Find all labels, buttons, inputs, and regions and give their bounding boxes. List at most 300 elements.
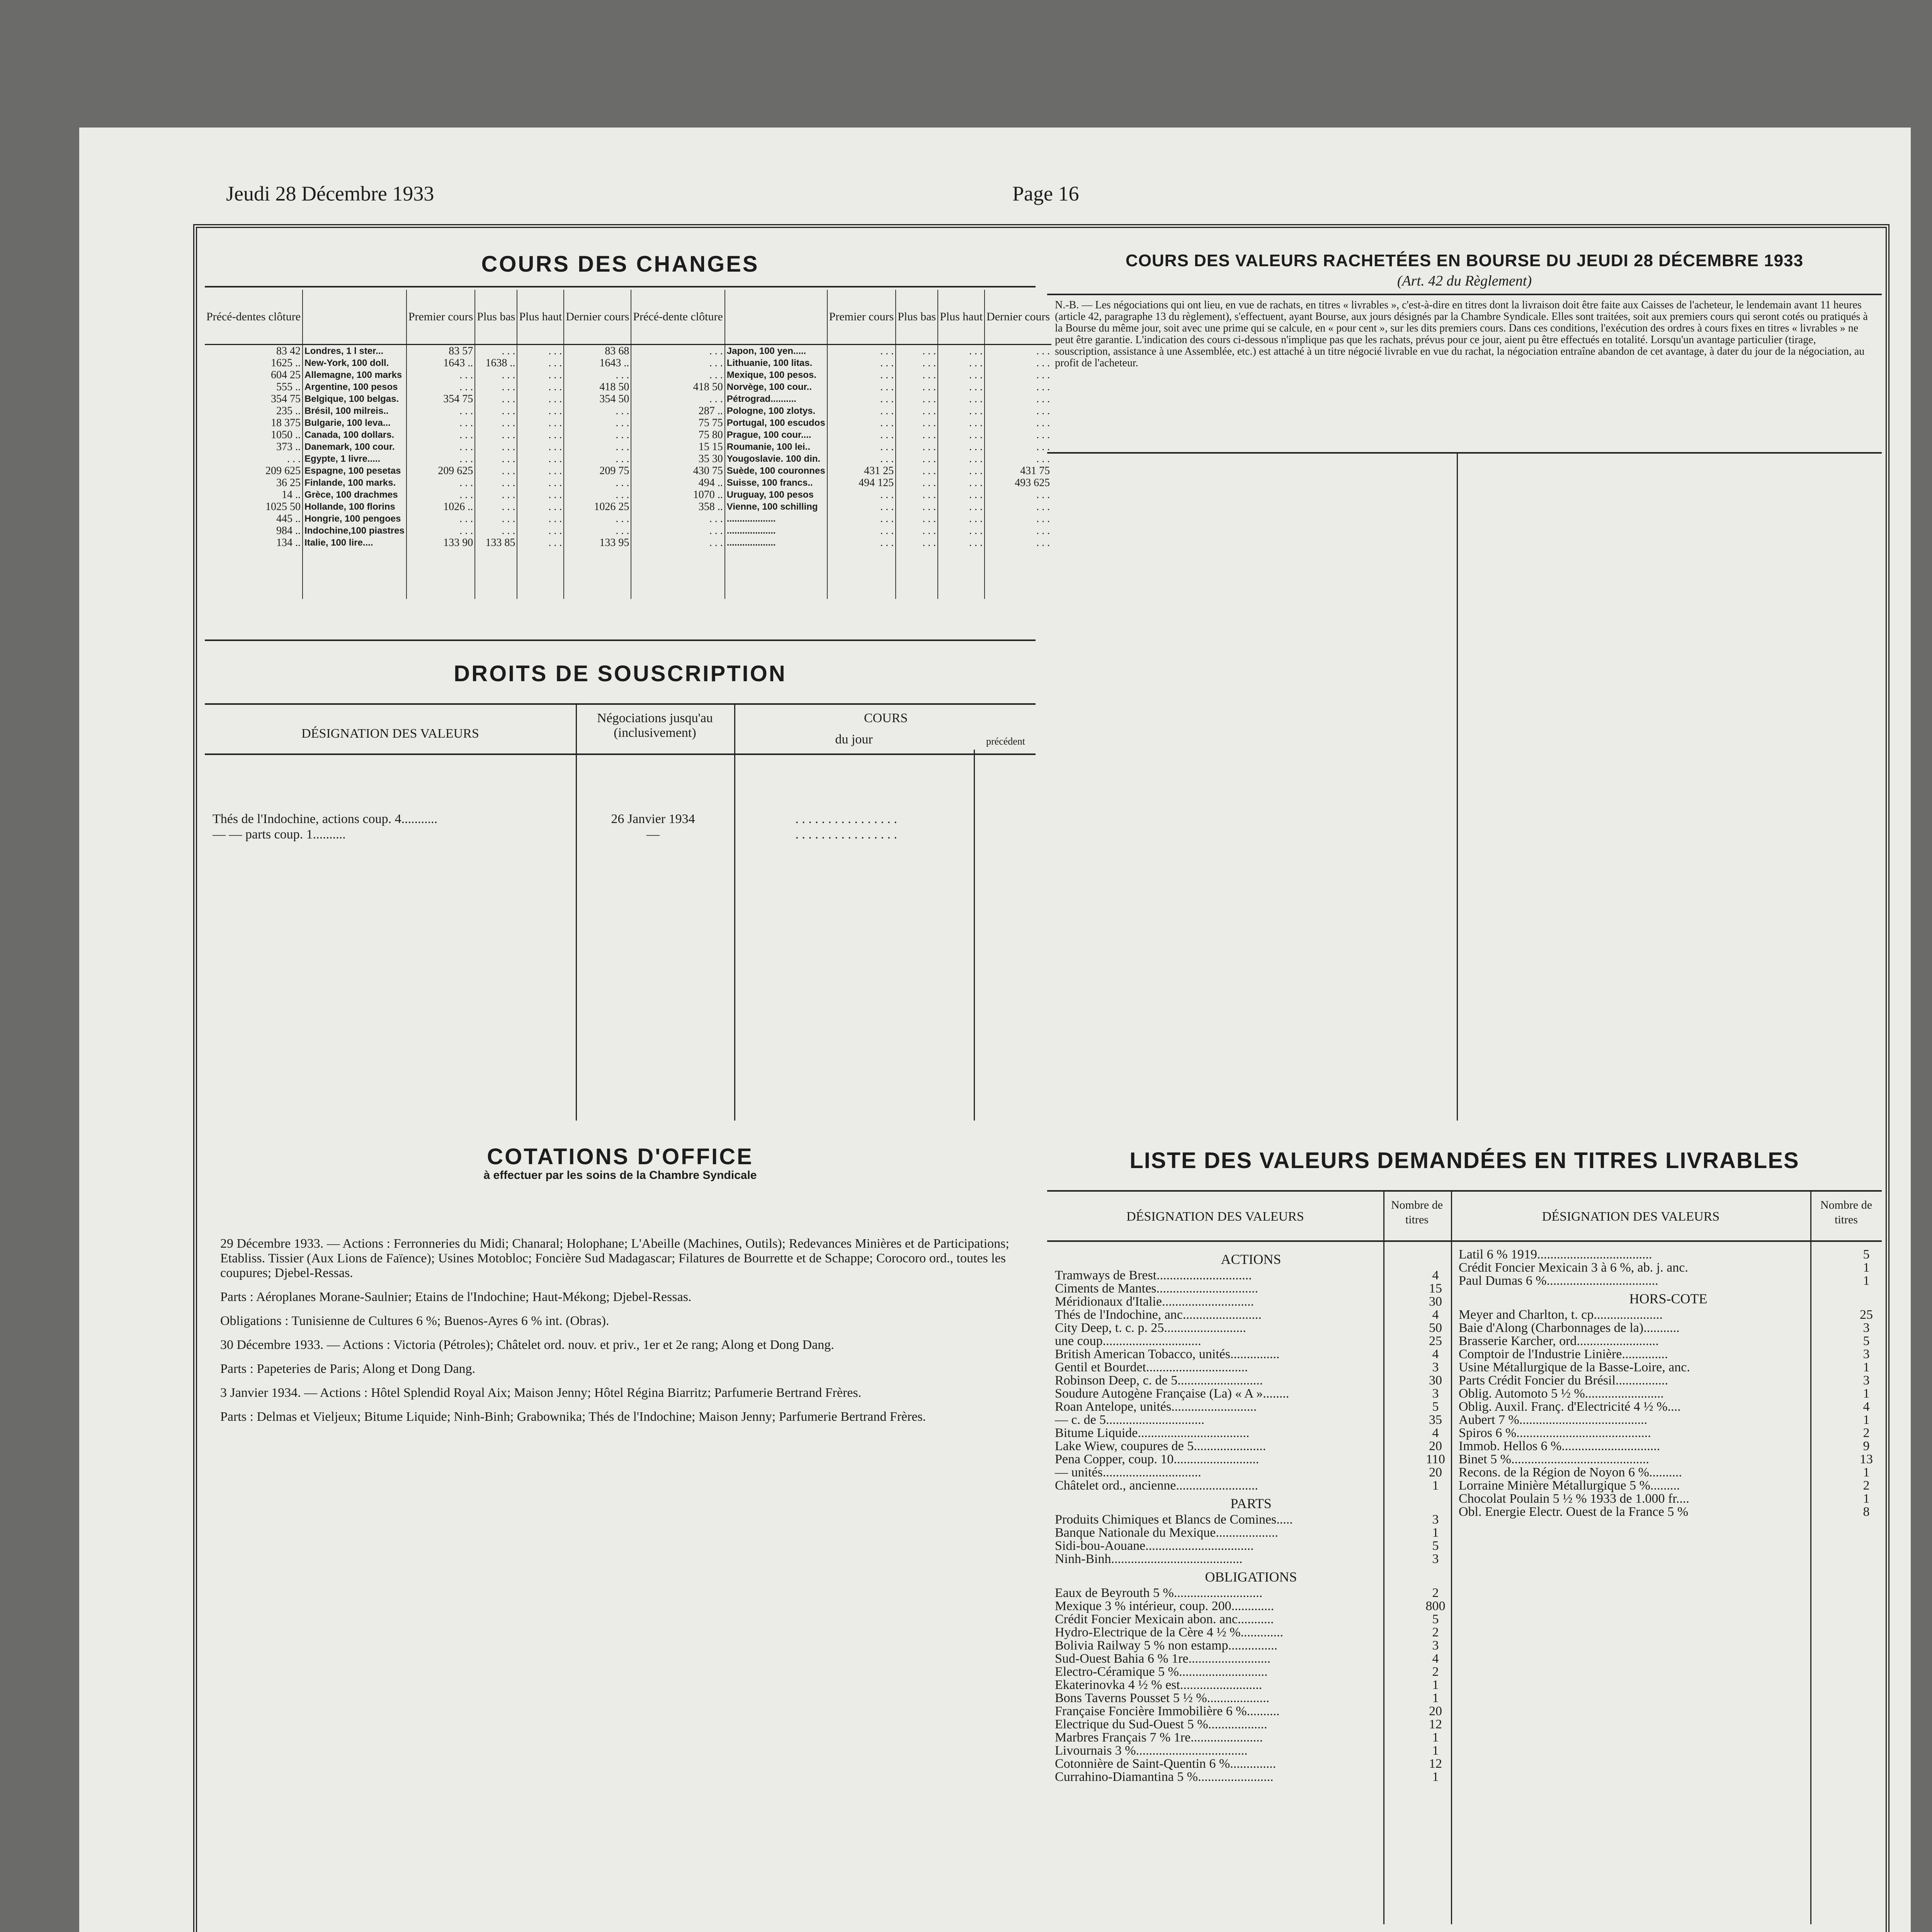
list-item	[1055, 1413, 1447, 1427]
changes-table	[205, 290, 1051, 599]
cotations-text	[220, 1236, 1024, 1434]
list-item	[1055, 1466, 1447, 1479]
table-cell: . . .	[896, 345, 938, 357]
droits-name: Thés de l'Indochine, actions coup. 4...........	[213, 812, 438, 826]
item-count: 4	[1432, 1426, 1439, 1440]
table-row	[205, 393, 1051, 405]
table-cell: . . .	[517, 417, 564, 429]
table-row	[205, 477, 1051, 489]
table-cell: . . .	[985, 489, 1051, 501]
list-item	[1055, 1427, 1447, 1440]
list-item	[1459, 1492, 1878, 1505]
table-cell: 430 75	[631, 465, 724, 477]
table-cell: . . .	[475, 405, 517, 417]
cotations-paragraph: Parts : Delmas et Vieljeux; Bitume Liquide; Ninh-Binh; Grabownika; Thés de l'Indochine; Maison Jenny; Parfumerie Bertrand Frères.	[220, 1410, 926, 1424]
table-cell: Allemagne, 100 marks	[303, 369, 406, 381]
table-cell: . . .	[406, 417, 475, 429]
table-cell: . . .	[827, 357, 896, 369]
table-cell-empty	[564, 549, 631, 599]
table-cell: . . .	[938, 441, 985, 453]
table-cell: 14 ..	[282, 489, 301, 501]
table-cell: 604 25	[271, 369, 301, 381]
table-cell: 209 625	[406, 465, 475, 477]
list-item	[1055, 1374, 1447, 1387]
page-date: Jeudi 28 Décembre 1933	[226, 182, 434, 205]
list-item	[1055, 1513, 1447, 1526]
item-count: 8	[1863, 1505, 1870, 1519]
item-name: Meyer and Charlton, t. cp.....................	[1459, 1308, 1663, 1322]
table-cell: 1026 ..	[406, 501, 475, 513]
table-cell: . . .	[827, 381, 896, 393]
list-item	[1459, 1453, 1878, 1466]
item-name: Cotonnière de Saint-Quentin 6 %..............	[1055, 1757, 1276, 1771]
item-count: 800	[1425, 1599, 1446, 1613]
item-name: Thés de l'Indochine, anc........................	[1055, 1308, 1262, 1322]
table-cell: . . .	[564, 489, 631, 501]
table-cell: 1643 ..	[406, 357, 475, 369]
table-cell: . . .	[985, 513, 1051, 525]
item-count: 1	[1863, 1360, 1870, 1374]
table-cell: . . .	[938, 381, 985, 393]
table-row	[205, 489, 1051, 501]
table-cell: . . .	[938, 501, 985, 513]
cotations-paragraph: Obligations : Tunisienne de Cultures 6 %; Buenos-Ayres 6 % int. (Obras).	[220, 1314, 609, 1328]
list-item	[1055, 1387, 1447, 1400]
item-name: Eaux de Beyrouth 5 %...........................	[1055, 1586, 1263, 1600]
item-name: Robinson Deep, c. de 5..........................	[1055, 1373, 1263, 1388]
cotations-paragraph: 30 Décembre 1933. — Actions : Victoria (Pétroles); Châtelet ord. nouv. et priv., 1er et 2e rang; Along et Dong Dang.	[220, 1338, 834, 1352]
droits-date: —	[646, 827, 660, 842]
list-item	[1055, 1526, 1447, 1539]
table-cell: 133 85	[475, 537, 517, 549]
table-row	[205, 513, 1051, 525]
liv-h-designation-right: DÉSIGNATION DES VALEURS	[1542, 1209, 1720, 1224]
table-cell: . . .	[631, 345, 724, 357]
item-count: 30	[1429, 1373, 1442, 1388]
table-cell: 133 95	[564, 537, 631, 549]
table-cell: Japon, 100 yen.....	[725, 345, 827, 357]
item-name: Produits Chimiques et Blancs de Comines.....	[1055, 1512, 1293, 1527]
item-count: 1	[1432, 1743, 1439, 1758]
item-name: Binet 5 %..........................................	[1459, 1452, 1649, 1466]
livrables-section	[1047, 1132, 1882, 1924]
table-cell: . . .	[517, 465, 564, 477]
table-cell: . . .	[406, 477, 475, 489]
table-cell: . . .	[406, 369, 475, 381]
table-cell: . . .	[517, 369, 564, 381]
table-cell: Yougoslavie. 100 din.	[725, 453, 827, 465]
table-cell: . . .	[517, 381, 564, 393]
item-name: Electro-Céramique 5 %...........................	[1055, 1665, 1268, 1679]
item-count: 1	[1432, 1526, 1439, 1540]
table-cell: . . .	[287, 453, 301, 465]
table-row	[205, 357, 1051, 369]
item-count: 3	[1432, 1638, 1439, 1653]
rachetees-section	[1047, 236, 1882, 1121]
table-cell: . . .	[564, 417, 631, 429]
item-count: 1	[1863, 1260, 1870, 1275]
table-row	[205, 405, 1051, 417]
table-cell: 354 50	[564, 393, 631, 405]
table-row	[205, 525, 1051, 537]
table-cell: ...................	[725, 513, 827, 525]
item-name: Lake Wiew, coupures de 5......................	[1055, 1439, 1266, 1453]
list-item	[1055, 1440, 1447, 1453]
table-cell: 35 30	[631, 453, 724, 465]
table-cell: 209 625	[265, 465, 301, 477]
table-cell-empty	[827, 549, 896, 599]
droits-name: — — parts coup. 1..........	[213, 827, 346, 842]
table-cell: . . .	[517, 501, 564, 513]
table-cell: . . .	[827, 501, 896, 513]
table-cell: . . .	[631, 513, 724, 525]
table-cell: . . .	[564, 369, 631, 381]
table-cell: . . .	[896, 441, 938, 453]
list-item	[1459, 1348, 1878, 1361]
table-row	[205, 441, 1051, 453]
table-cell: . . .	[517, 513, 564, 525]
item-name: Bons Taverns Pousset 5 ½ %...................	[1055, 1691, 1270, 1705]
table-cell: 354 75	[406, 393, 475, 405]
table-cell: . . .	[896, 381, 938, 393]
item-count: 25	[1429, 1334, 1442, 1348]
table-cell: Mexique, 100 pesos.	[725, 369, 827, 381]
item-name: Bolivia Railway 5 % non estamp...............	[1055, 1638, 1278, 1653]
table-cell: . . .	[517, 405, 564, 417]
droits-row	[213, 827, 966, 842]
table-cell: 431 25	[827, 465, 896, 477]
table-cell: . . .	[406, 513, 475, 525]
item-name: Tramways de Brest.............................	[1055, 1268, 1252, 1282]
table-cell: . . .	[475, 417, 517, 429]
table-cell: Canada, 100 dollars.	[303, 429, 406, 441]
item-name: Electrique du Sud-Ouest 5 %..................	[1055, 1717, 1267, 1731]
list-item	[1459, 1440, 1878, 1453]
item-count: 35	[1429, 1413, 1442, 1427]
cotations-paragraph: 29 Décembre 1933. — Actions : Ferronneries du Midi; Chanaral; Holophane; L'Abeille (Machines, Outils); Redevances Minières et de Participations; Etabliss. Tissier (Aux Lions de Faïence); Usines Motobloc; Foncière Sud Madagascar; Filatures de Bourrette et de Schappe; Corocoro ord., toutes les coupures; Djebel-Ressas.	[220, 1236, 1009, 1280]
table-cell: 445 ..	[276, 513, 301, 525]
item-count: 1	[1863, 1413, 1870, 1427]
list-section: OBLIGATIONS	[1205, 1569, 1297, 1585]
table-cell: . . .	[896, 417, 938, 429]
list-item	[1055, 1269, 1447, 1282]
table-cell: . . .	[938, 393, 985, 405]
item-count: 1	[1432, 1770, 1439, 1784]
table-cell: 431 75	[985, 465, 1051, 477]
table-cell: . . .	[938, 537, 985, 549]
table-cell: . . .	[564, 513, 631, 525]
item-count: 5	[1863, 1247, 1870, 1262]
item-name: Pena Copper, coup. 10..........................	[1055, 1452, 1259, 1466]
table-cell: . . .	[406, 525, 475, 537]
list-item	[1459, 1248, 1878, 1261]
table-cell: 1625 ..	[271, 357, 301, 369]
page-number: Page 16	[1012, 182, 1079, 205]
col-plus-haut: Plus haut	[517, 290, 564, 345]
droits-rows	[213, 811, 966, 842]
item-count: 12	[1429, 1717, 1442, 1731]
table-cell: . . .	[517, 525, 564, 537]
table-cell: . . .	[517, 477, 564, 489]
item-count: 4	[1432, 1651, 1439, 1666]
table-row	[205, 429, 1051, 441]
droits-h-jour: du jour	[835, 732, 873, 747]
table-cell: 1026 25	[564, 501, 631, 513]
cotations-subtitle: à effectuer par les soins de la Chambre Syndicale	[483, 1169, 757, 1182]
item-count: 5	[1432, 1612, 1439, 1626]
table-cell: . . .	[406, 489, 475, 501]
table-cell: 75 75	[631, 417, 724, 429]
table-cell: . . .	[985, 525, 1051, 537]
table-cell: 134 ..	[276, 537, 301, 549]
table-cell-empty	[725, 549, 827, 599]
item-name: — c. de 5..............................	[1055, 1413, 1205, 1427]
table-cell: Finlande, 100 marks.	[303, 477, 406, 489]
item-name: Marbres Français 7 % 1re......................	[1055, 1730, 1263, 1745]
list-item	[1055, 1679, 1447, 1692]
table-cell: . . .	[517, 537, 564, 549]
item-count: 1	[1432, 1691, 1439, 1705]
item-name: Ekaterinovka 4 ½ % est.........................	[1055, 1678, 1262, 1692]
table-cell: Argentine, 100 pesos	[303, 381, 406, 393]
list-item	[1459, 1274, 1878, 1287]
table-cell: . . .	[938, 477, 985, 489]
table-row	[205, 417, 1051, 429]
item-name: Gentil et Bourdet...............................	[1055, 1360, 1248, 1374]
item-name: Méridionaux d'Italie............................	[1055, 1294, 1254, 1309]
table-cell: . . .	[827, 393, 896, 405]
table-cell: . . .	[827, 441, 896, 453]
list-item	[1459, 1335, 1878, 1348]
table-cell: . . .	[406, 405, 475, 417]
list-item	[1055, 1744, 1447, 1757]
table-cell: Brésil, 100 milreis..	[303, 405, 406, 417]
table-cell: . . .	[827, 513, 896, 525]
table-cell: 494 ..	[631, 477, 724, 489]
list-item	[1459, 1321, 1878, 1335]
table-cell: Roumanie, 100 lei..	[725, 441, 827, 453]
droits-title: DROITS DE SOUSCRIPTION	[454, 661, 787, 686]
list-item	[1459, 1261, 1878, 1274]
table-row	[205, 501, 1051, 513]
item-name: Sud-Ouest Bahia 6 % 1re.........................	[1055, 1651, 1271, 1666]
table-cell: . . .	[827, 525, 896, 537]
item-count: 5	[1432, 1539, 1439, 1553]
rachetees-title: COURS DES VALEURS RACHETÉES EN BOURSE DU JEUDI 28 DÉCEMBRE 1933	[1125, 251, 1804, 270]
item-name: Oblig. Automoto 5 ½ %........................	[1459, 1386, 1664, 1401]
list-section: PARTS	[1230, 1496, 1272, 1511]
list-item	[1055, 1757, 1447, 1770]
table-cell: . . .	[896, 393, 938, 405]
table-cell: 83 57	[406, 345, 475, 357]
livrables-left-list	[1055, 1248, 1447, 1784]
list-item	[1459, 1505, 1878, 1519]
table-cell: . . .	[475, 525, 517, 537]
item-count: 2	[1432, 1625, 1439, 1639]
liv-h-nombre-left: Nombre de titres	[1391, 1199, 1443, 1226]
item-count: 2	[1432, 1586, 1439, 1600]
list-item	[1055, 1626, 1447, 1639]
item-count: 1	[1432, 1678, 1439, 1692]
table-cell: 494 125	[827, 477, 896, 489]
item-name: Recons. de la Région de Noyon 6 %..........	[1459, 1465, 1682, 1480]
table-cell-empty	[205, 549, 303, 599]
table-cell: Hollande, 100 florins	[303, 501, 406, 513]
table-cell: . . .	[564, 429, 631, 441]
table-cell: . . .	[938, 489, 985, 501]
table-cell: . . .	[938, 525, 985, 537]
list-item	[1055, 1308, 1447, 1321]
table-cell: . . .	[985, 369, 1051, 381]
item-name: Comptoir de l'Industrie Linière..............	[1459, 1347, 1668, 1361]
list-item	[1459, 1479, 1878, 1492]
item-count: 20	[1429, 1704, 1442, 1718]
table-cell: Lithuanie, 100 litas.	[725, 357, 827, 369]
cotations-paragraph: Parts : Papeteries de Paris; Along et Dong Dang.	[220, 1362, 476, 1376]
table-cell: Grèce, 100 drachmes	[303, 489, 406, 501]
table-cell: . . .	[564, 477, 631, 489]
table-row	[205, 369, 1051, 381]
col-plus-haut2: Plus haut	[938, 290, 985, 345]
list-item	[1055, 1321, 1447, 1335]
table-cell: . . .	[827, 345, 896, 357]
table-cell: . . .	[631, 393, 724, 405]
table-cell: 493 625	[985, 477, 1051, 489]
list-item	[1055, 1400, 1447, 1413]
table-cell: Prague, 100 cour....	[725, 429, 827, 441]
item-count: 3	[1432, 1552, 1439, 1566]
table-cell: Pologne, 100 zlotys.	[725, 405, 827, 417]
table-cell: Suisse, 100 francs..	[725, 477, 827, 489]
list-item	[1459, 1361, 1878, 1374]
table-cell: . . .	[517, 489, 564, 501]
item-count: 30	[1429, 1294, 1442, 1309]
table-cell: . . .	[896, 405, 938, 417]
table-cell: . . .	[896, 537, 938, 549]
table-cell: . . .	[827, 417, 896, 429]
table-cell: . . .	[517, 345, 564, 357]
table-cell: 1050 ..	[271, 429, 301, 441]
table-cell: . . .	[985, 405, 1051, 417]
droits-h-cours: COURS	[864, 711, 908, 725]
item-name: Paul Dumas 6 %..................................	[1459, 1274, 1658, 1288]
item-name: Sidi-bou-Aouane.................................	[1055, 1539, 1254, 1553]
table-cell: . . .	[631, 369, 724, 381]
table-cell: . . .	[631, 525, 724, 537]
item-name: Mexique 3 % intérieur, coup. 200.............	[1055, 1599, 1274, 1613]
table-cell: . . .	[938, 429, 985, 441]
list-item	[1055, 1718, 1447, 1731]
table-cell: . . .	[985, 381, 1051, 393]
item-count: 110	[1426, 1452, 1445, 1466]
table-cell: . . .	[406, 441, 475, 453]
table-cell: . . .	[475, 513, 517, 525]
table-cell: . . .	[631, 357, 724, 369]
changes-table-wrap	[205, 290, 1051, 599]
table-cell: Hongrie, 100 pengoes	[303, 513, 406, 525]
item-name: Châtelet ord., ancienne.........................	[1055, 1478, 1258, 1493]
table-cell-empty	[517, 549, 564, 599]
item-count: 4	[1432, 1268, 1439, 1282]
droits-h-negociations: Négociations jusqu'au (inclusivement)	[597, 711, 713, 740]
list-item	[1055, 1295, 1447, 1308]
table-cell: . . .	[406, 429, 475, 441]
list-item	[1055, 1539, 1447, 1553]
list-item	[1055, 1335, 1447, 1348]
table-cell: Italie, 100 lire....	[303, 537, 406, 549]
table-cell: . . .	[938, 513, 985, 525]
table-cell: . . .	[827, 405, 896, 417]
table-cell: . . .	[475, 465, 517, 477]
table-cell: . . .	[985, 453, 1051, 465]
item-count: 9	[1863, 1439, 1870, 1453]
table-cell: Pétrograd..........	[725, 393, 827, 405]
table-cell: . . .	[406, 381, 475, 393]
table-cell: . . .	[406, 453, 475, 465]
item-count: 1	[1432, 1730, 1439, 1745]
rachetees-subtitle: (Art. 42 du Règlement)	[1397, 273, 1532, 289]
item-count: 2	[1863, 1478, 1870, 1493]
table-cell: Egypte, 1 livre.....	[303, 453, 406, 465]
table-cell: . . .	[938, 453, 985, 465]
table-cell: 83 68	[564, 345, 631, 357]
cotations-section	[205, 1132, 1036, 1924]
list-item	[1055, 1361, 1447, 1374]
liv-h-nombre-right: Nombre de titres	[1820, 1199, 1872, 1226]
item-count: 5	[1432, 1400, 1439, 1414]
item-count: 3	[1432, 1360, 1439, 1374]
table-cell-empty	[938, 549, 985, 599]
page-frame	[193, 224, 1889, 1932]
item-name: Banque Nationale du Mexique...................	[1055, 1526, 1278, 1540]
item-count: 25	[1860, 1308, 1873, 1322]
list-item	[1459, 1308, 1878, 1321]
item-name: Currahino-Diamantina 5 %.......................	[1055, 1770, 1274, 1784]
col-plus-bas: Plus bas	[475, 290, 517, 345]
table-row	[205, 381, 1051, 393]
table-cell: Portugal, 100 escudos	[725, 417, 827, 429]
col-dernier: Dernier cours	[564, 290, 631, 345]
droits-h-designation: DÉSIGNATION DES VALEURS	[301, 726, 479, 741]
table-cell: . . .	[985, 429, 1051, 441]
table-cell: . . .	[896, 429, 938, 441]
list-item	[1055, 1453, 1447, 1466]
droits-cours: . . . . . . . . . . . . . . . .	[795, 812, 897, 826]
table-cell: . . .	[896, 501, 938, 513]
item-count: 5	[1863, 1334, 1870, 1348]
cotations-title: COTATIONS D'OFFICE	[487, 1144, 753, 1169]
table-cell: Bulgarie, 100 leva...	[303, 417, 406, 429]
col-name	[303, 290, 406, 345]
table-cell: . . .	[827, 369, 896, 381]
list-item	[1459, 1427, 1878, 1440]
item-count: 1	[1432, 1478, 1439, 1493]
table-cell: . . .	[938, 357, 985, 369]
table-cell: 555 ..	[276, 381, 301, 393]
list-item	[1459, 1466, 1878, 1479]
table-cell: . . .	[517, 453, 564, 465]
table-cell: . . .	[517, 357, 564, 369]
table-cell: 418 50	[564, 381, 631, 393]
table-cell: 209 75	[564, 465, 631, 477]
item-name: Livournais 3 %..................................	[1055, 1743, 1248, 1758]
list-item	[1459, 1400, 1878, 1413]
item-name: Ciments de Mantes...............................	[1055, 1281, 1259, 1296]
item-name: Aubert 7 %.......................................	[1459, 1413, 1648, 1427]
table-cell: . . .	[896, 369, 938, 381]
table-cell: Suède, 100 couronnes	[725, 465, 827, 477]
table-cell: Vienne, 100 schilling	[725, 501, 827, 513]
